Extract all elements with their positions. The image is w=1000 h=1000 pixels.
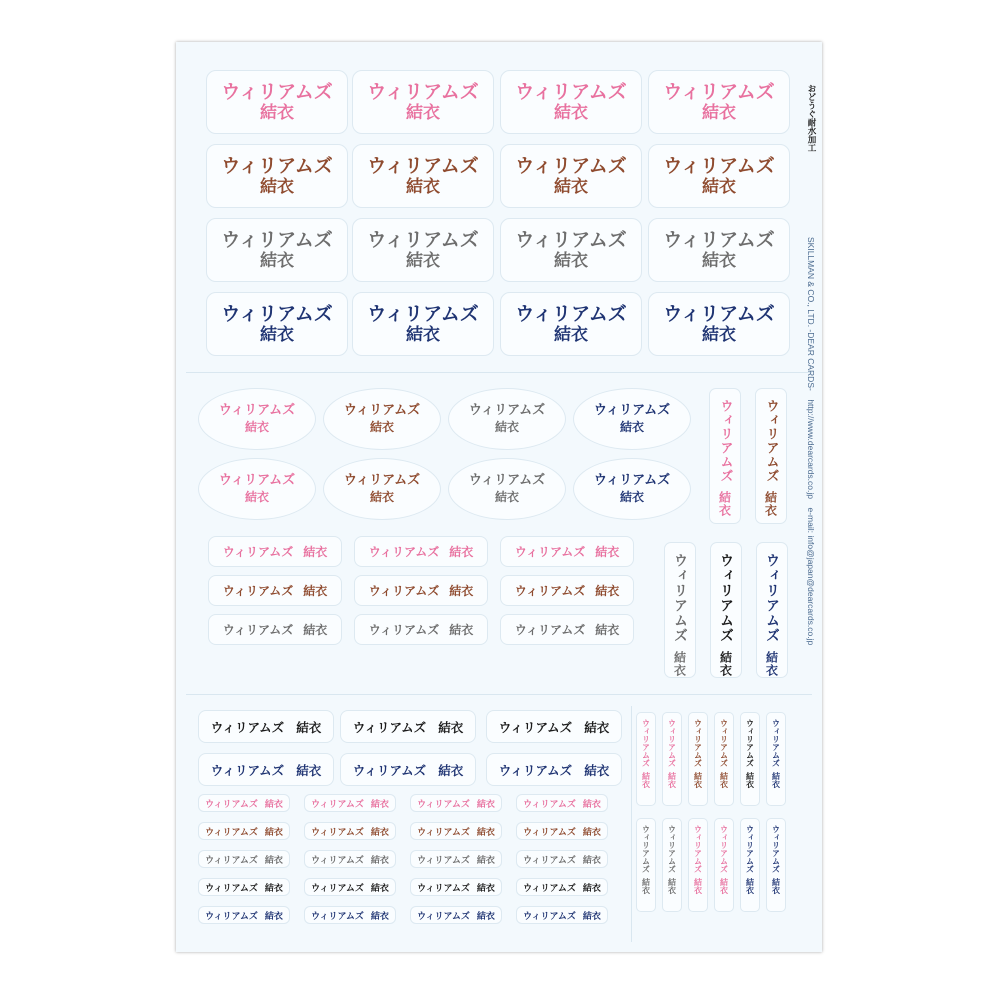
label-surname: ウィリアムズ	[468, 473, 546, 488]
label-given-name: 結衣	[717, 491, 732, 517]
label-surname: ウィリアムズ	[468, 403, 546, 418]
vertical-name-label	[636, 712, 656, 806]
small-name-label	[304, 794, 396, 812]
label-given-name: 結衣	[745, 772, 755, 788]
label-given-name: 結衣	[582, 827, 601, 838]
label-given-name: 結衣	[449, 584, 474, 598]
label-surname: ウィリアムズ	[514, 623, 586, 637]
wide-name-label	[198, 710, 334, 743]
small-name-label	[198, 906, 290, 924]
label-given-name: 結衣	[672, 651, 687, 677]
medium-name-label	[500, 575, 634, 606]
vertical-name-label	[740, 818, 760, 912]
small-name-label	[516, 906, 608, 924]
medium-name-label	[354, 614, 488, 645]
large-name-label	[648, 70, 790, 134]
label-given-name: 結衣	[438, 762, 464, 778]
label-surname: ウィリアムズ	[221, 302, 333, 325]
label-surname: ウィリアムズ	[311, 883, 364, 894]
label-surname: ウィリアムズ	[498, 719, 573, 735]
label-given-name: 結衣	[619, 420, 644, 434]
oval-name-label	[573, 388, 691, 450]
small-name-label	[198, 850, 290, 868]
label-given-name: 結衣	[369, 490, 394, 504]
label-given-name: 結衣	[764, 651, 779, 677]
vertical-name-label	[766, 712, 786, 806]
vertical-name-label	[766, 818, 786, 912]
label-surname: ウィリアムズ	[218, 473, 296, 488]
label-given-name: 結衣	[582, 911, 601, 922]
label-given-name: 結衣	[667, 878, 677, 894]
wide-name-label	[340, 753, 476, 786]
label-surname: ウィリアムズ	[417, 911, 470, 922]
label-given-name: 結衣	[303, 545, 328, 559]
label-given-name: 結衣	[476, 827, 495, 838]
label-surname: ウィリアムズ	[343, 403, 421, 418]
label-given-name: 結衣	[476, 883, 495, 894]
vertical-name-label	[714, 818, 734, 912]
label-given-name: 結衣	[264, 799, 283, 810]
label-surname: ウィリアムズ	[515, 302, 627, 325]
label-surname: ウィリアムズ	[205, 883, 258, 894]
label-given-name: 結衣	[369, 420, 394, 434]
label-given-name: 結衣	[303, 623, 328, 637]
label-given-name: 結衣	[260, 250, 294, 271]
medium-name-label	[500, 614, 634, 645]
large-name-label	[648, 292, 790, 356]
label-surname: ウィリアムズ	[210, 762, 285, 778]
label-given-name: 結衣	[370, 827, 389, 838]
large-name-label	[500, 70, 642, 134]
small-name-label	[198, 794, 290, 812]
small-name-label	[410, 822, 502, 840]
label-surname: ウィリアムズ	[523, 827, 576, 838]
label-given-name: 結衣	[718, 651, 733, 677]
large-name-label	[648, 218, 790, 282]
label-given-name: 結衣	[449, 623, 474, 637]
label-surname: ウィリアムズ	[498, 762, 573, 778]
label-surname: ウィリアムズ	[417, 855, 470, 866]
oval-name-label	[323, 388, 441, 450]
label-surname: ウィリアムズ	[417, 799, 470, 810]
medium-name-label	[208, 536, 342, 567]
section-divider	[186, 372, 812, 373]
label-given-name: 結衣	[582, 883, 601, 894]
label-surname: ウィリアムズ	[222, 584, 294, 598]
label-surname: ウィリアムズ	[693, 825, 703, 873]
label-surname: ウィリアムズ	[311, 799, 364, 810]
label-surname: ウィリアムズ	[368, 584, 440, 598]
medium-name-label	[500, 536, 634, 567]
label-given-name: 結衣	[449, 545, 474, 559]
small-name-label	[304, 878, 396, 896]
label-surname: ウィリアムズ	[343, 473, 421, 488]
small-name-label	[410, 850, 502, 868]
label-surname: ウィリアムズ	[311, 855, 364, 866]
label-given-name: 結衣	[406, 250, 440, 271]
small-name-label	[516, 822, 608, 840]
label-surname: ウィリアムズ	[593, 403, 671, 418]
label-given-name: 結衣	[619, 490, 644, 504]
label-surname: ウィリアムズ	[311, 827, 364, 838]
oval-name-label	[448, 388, 566, 450]
label-given-name: 結衣	[702, 324, 736, 345]
label-surname: ウィリアムズ	[205, 799, 258, 810]
label-given-name: 結衣	[584, 719, 610, 735]
label-surname: ウィリアムズ	[221, 80, 333, 103]
label-given-name: 結衣	[406, 176, 440, 197]
label-given-name: 結衣	[406, 102, 440, 123]
label-surname: ウィリアムズ	[515, 80, 627, 103]
label-surname: ウィリアムズ	[663, 302, 775, 325]
label-surname: ウィリアムズ	[663, 154, 775, 177]
vertical-name-label	[636, 818, 656, 912]
waterproof-note: おどうぐ耐水加工	[806, 84, 816, 152]
label-given-name: 結衣	[296, 719, 322, 735]
small-name-label	[516, 794, 608, 812]
label-given-name: 結衣	[260, 102, 294, 123]
label-given-name: 結衣	[406, 324, 440, 345]
label-surname: ウィリアムズ	[515, 154, 627, 177]
small-name-label	[410, 878, 502, 896]
vertical-name-label	[688, 818, 708, 912]
label-given-name: 結衣	[771, 772, 781, 788]
label-given-name: 結衣	[667, 772, 677, 788]
large-name-label	[206, 144, 348, 208]
label-surname: ウィリアムズ	[221, 154, 333, 177]
label-surname: ウィリアムズ	[672, 553, 688, 643]
label-surname: ウィリアムズ	[417, 883, 470, 894]
section-divider	[186, 694, 812, 695]
label-surname: ウィリアムズ	[367, 228, 479, 251]
label-surname: ウィリアムズ	[311, 911, 364, 922]
oval-name-label	[448, 458, 566, 520]
label-surname: ウィリアムズ	[367, 154, 479, 177]
label-surname: ウィリアムズ	[514, 584, 586, 598]
name-label-sheet	[176, 42, 822, 952]
label-given-name: 結衣	[244, 490, 269, 504]
large-name-label	[206, 218, 348, 282]
small-name-label	[304, 906, 396, 924]
label-given-name: 結衣	[702, 102, 736, 123]
large-name-label	[500, 144, 642, 208]
label-surname: ウィリアムズ	[514, 545, 586, 559]
large-name-label	[352, 218, 494, 282]
label-given-name: 結衣	[264, 855, 283, 866]
vertical-name-label	[662, 712, 682, 806]
wide-name-label	[340, 710, 476, 743]
large-name-label	[206, 292, 348, 356]
label-surname: ウィリアムズ	[523, 911, 576, 922]
label-surname: ウィリアムズ	[515, 228, 627, 251]
label-given-name: 結衣	[719, 878, 729, 894]
small-name-label	[516, 850, 608, 868]
vertical-name-label	[756, 542, 788, 678]
oval-name-label	[323, 458, 441, 520]
small-name-label	[198, 822, 290, 840]
medium-name-label	[208, 575, 342, 606]
small-name-label	[198, 878, 290, 896]
label-surname: ウィリアムズ	[593, 473, 671, 488]
label-given-name: 結衣	[641, 878, 651, 894]
wide-name-label	[486, 710, 622, 743]
label-surname: ウィリアムズ	[523, 883, 576, 894]
label-surname: ウィリアムズ	[205, 911, 258, 922]
label-given-name: 結衣	[370, 883, 389, 894]
wide-name-label	[486, 753, 622, 786]
label-given-name: 結衣	[264, 883, 283, 894]
vertical-name-label	[740, 712, 760, 806]
label-surname: ウィリアムズ	[210, 719, 285, 735]
label-surname: ウィリアムズ	[205, 827, 258, 838]
label-surname: ウィリアムズ	[641, 825, 651, 873]
label-given-name: 結衣	[554, 102, 588, 123]
label-surname: ウィリアムズ	[352, 719, 427, 735]
small-name-label	[410, 794, 502, 812]
label-surname: ウィリアムズ	[764, 553, 780, 643]
small-name-label	[410, 906, 502, 924]
label-surname: ウィリアムズ	[745, 719, 755, 767]
label-surname: ウィリアムズ	[745, 825, 755, 873]
company-info: SKILLMAN & CO., LTD. -DEAR CARDS- http://www.dearcards.co.jp e-mail: info@japan@dearcards.co.jp	[806, 237, 816, 646]
label-surname: ウィリアムズ	[368, 623, 440, 637]
label-given-name: 結衣	[641, 772, 651, 788]
label-surname: ウィリアムズ	[719, 825, 729, 873]
label-surname: ウィリアムズ	[218, 403, 296, 418]
label-given-name: 結衣	[264, 911, 283, 922]
vertical-name-label	[755, 388, 787, 524]
label-given-name: 結衣	[595, 545, 620, 559]
label-given-name: 結衣	[719, 772, 729, 788]
label-surname: ウィリアムズ	[417, 827, 470, 838]
label-given-name: 結衣	[582, 799, 601, 810]
label-surname: ウィリアムズ	[368, 545, 440, 559]
vertical-name-label	[662, 818, 682, 912]
label-surname: ウィリアムズ	[205, 855, 258, 866]
label-given-name: 結衣	[595, 584, 620, 598]
label-surname: ウィリアムズ	[693, 719, 703, 767]
large-name-label	[352, 70, 494, 134]
label-given-name: 結衣	[554, 176, 588, 197]
label-given-name: 結衣	[370, 911, 389, 922]
label-given-name: 結衣	[693, 772, 703, 788]
label-surname: ウィリアムズ	[641, 719, 651, 767]
label-given-name: 結衣	[554, 250, 588, 271]
label-given-name: 結衣	[584, 762, 610, 778]
label-surname: ウィリアムズ	[367, 302, 479, 325]
small-name-label	[304, 850, 396, 868]
section-divider	[631, 706, 632, 942]
label-surname: ウィリアムズ	[718, 553, 734, 643]
label-given-name: 結衣	[771, 878, 781, 894]
vertical-name-label	[710, 542, 742, 678]
label-given-name: 結衣	[582, 855, 601, 866]
label-surname: ウィリアムズ	[222, 623, 294, 637]
label-given-name: 結衣	[244, 420, 269, 434]
medium-name-label	[208, 614, 342, 645]
label-given-name: 結衣	[476, 911, 495, 922]
medium-name-label	[354, 575, 488, 606]
label-given-name: 結衣	[370, 799, 389, 810]
label-surname: ウィリアムズ	[763, 399, 779, 483]
label-given-name: 結衣	[595, 623, 620, 637]
label-given-name: 結衣	[476, 799, 495, 810]
large-name-label	[352, 292, 494, 356]
small-name-label	[516, 878, 608, 896]
label-given-name: 結衣	[693, 878, 703, 894]
label-given-name: 結衣	[745, 878, 755, 894]
label-surname: ウィリアムズ	[771, 825, 781, 873]
label-given-name: 結衣	[763, 491, 778, 517]
label-surname: ウィリアムズ	[222, 545, 294, 559]
label-surname: ウィリアムズ	[663, 80, 775, 103]
label-surname: ウィリアムズ	[221, 228, 333, 251]
label-surname: ウィリアムズ	[667, 825, 677, 873]
large-name-label	[500, 292, 642, 356]
label-given-name: 結衣	[260, 324, 294, 345]
label-surname: ウィリアムズ	[352, 762, 427, 778]
label-given-name: 結衣	[476, 855, 495, 866]
vertical-name-label	[709, 388, 741, 524]
label-surname: ウィリアムズ	[523, 855, 576, 866]
label-given-name: 結衣	[702, 250, 736, 271]
label-given-name: 結衣	[554, 324, 588, 345]
label-given-name: 結衣	[260, 176, 294, 197]
label-given-name: 結衣	[264, 827, 283, 838]
small-name-label	[304, 822, 396, 840]
oval-name-label	[198, 388, 316, 450]
label-given-name: 結衣	[370, 855, 389, 866]
label-surname: ウィリアムズ	[523, 799, 576, 810]
vertical-name-label	[714, 712, 734, 806]
label-given-name: 結衣	[702, 176, 736, 197]
label-surname: ウィリアムズ	[367, 80, 479, 103]
vertical-name-label	[664, 542, 696, 678]
wide-name-label	[198, 753, 334, 786]
label-given-name: 結衣	[438, 719, 464, 735]
label-surname: ウィリアムズ	[717, 399, 733, 483]
label-surname: ウィリアムズ	[719, 719, 729, 767]
oval-name-label	[573, 458, 691, 520]
large-name-label	[352, 144, 494, 208]
label-surname: ウィリアムズ	[663, 228, 775, 251]
label-given-name: 結衣	[296, 762, 322, 778]
medium-name-label	[354, 536, 488, 567]
label-surname: ウィリアムズ	[667, 719, 677, 767]
label-surname: ウィリアムズ	[771, 719, 781, 767]
label-given-name: 結衣	[494, 420, 519, 434]
oval-name-label	[198, 458, 316, 520]
label-given-name: 結衣	[303, 584, 328, 598]
large-name-label	[648, 144, 790, 208]
large-name-label	[206, 70, 348, 134]
label-given-name: 結衣	[494, 490, 519, 504]
large-name-label	[500, 218, 642, 282]
vertical-name-label	[688, 712, 708, 806]
